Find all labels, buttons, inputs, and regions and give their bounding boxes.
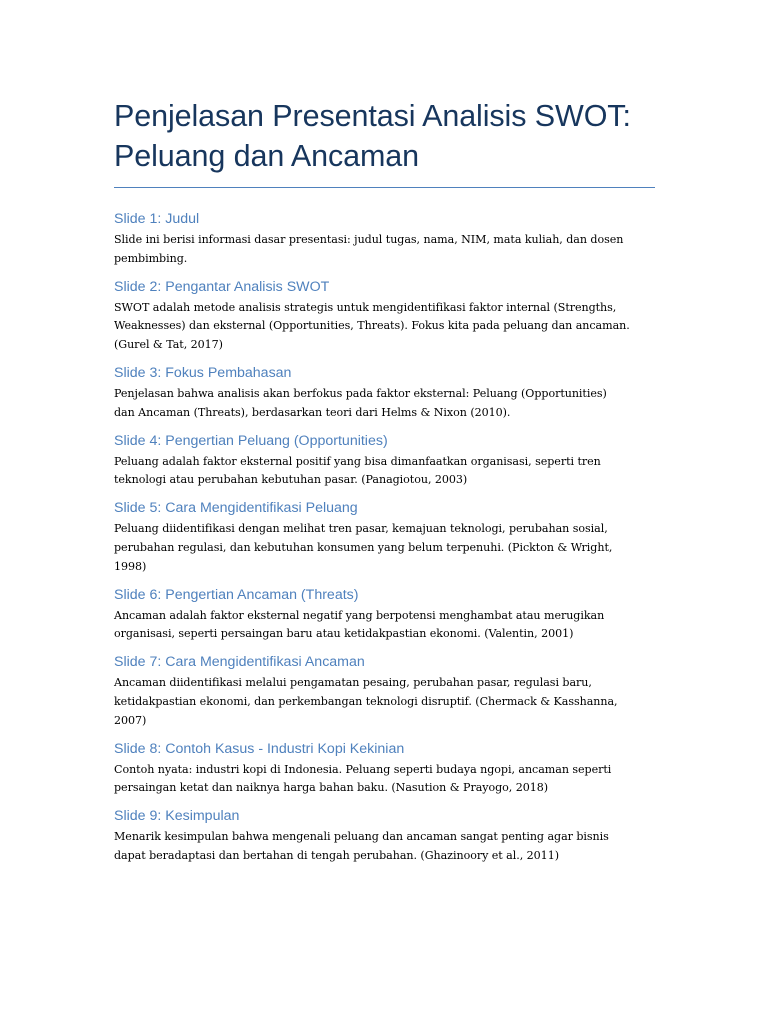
section-slide-7 (114, 652, 656, 730)
section-slide-4 (114, 431, 656, 491)
section-body (114, 828, 656, 866)
section-heading: Slide 2: Pengantar Analisis SWOT (114, 278, 330, 295)
body-line: dapat beradaptasi dan bertahan di tengah perubahan. (Ghazinoory et al., 2011) (114, 848, 559, 862)
section-body (114, 674, 656, 730)
section-slide-8 (114, 739, 656, 799)
body-line: persaingan ketat dan naiknya harga bahan baku. (Nasution & Prayogo, 2018) (114, 781, 549, 795)
body-line: pembimbing. (114, 251, 188, 265)
section-slide-1 (114, 209, 656, 269)
sections-list (114, 209, 656, 866)
section-heading: Slide 1: Judul (114, 211, 200, 227)
section-heading: Slide 7: Cara Mengidentifikasi Ancaman (114, 654, 365, 671)
body-line: dan Ancaman (Threats), berdasarkan teori dari Helms & Nixon (2010). (114, 405, 511, 419)
section-slide-5 (114, 498, 656, 576)
section-slide-9 (114, 806, 656, 866)
body-line: Peluang diidentifikasi dengan melihat tren pasar, kemajuan teknologi, perubahan sosial, (114, 522, 608, 536)
body-line: Contoh nyata: industri kopi di Indonesia. Peluang seperti budaya ngopi, ancaman seperti (114, 762, 612, 776)
section-heading: Slide 8: Contoh Kasus - Industri Kopi Kekinian (114, 740, 405, 757)
body-line: ketidakpastian ekonomi, dan perkembangan teknologi disruptif. (Chermack & Kasshanna, (114, 694, 618, 708)
section-body (114, 607, 656, 645)
body-line: organisasi, seperti persaingan baru atau ketidakpastian ekonomi. (Valentin, 2001) (114, 627, 574, 641)
section-body (114, 299, 656, 355)
body-line: Ancaman adalah faktor eksternal negatif yang berpotensi menghambat atau merugikan (114, 608, 605, 622)
section-heading: Slide 9: Kesimpulan (114, 808, 240, 825)
section-body (114, 231, 656, 269)
section-body (114, 520, 656, 576)
body-line: 1998) (114, 559, 147, 573)
title-line: Penjelasan Presentasi Analisis SWOT: (114, 99, 631, 133)
section-slide-6 (114, 585, 656, 645)
body-line: (Gurel & Tat, 2017) (114, 338, 223, 352)
body-line: 2007) (114, 713, 147, 727)
section-body (114, 761, 656, 799)
section-slide-2 (114, 277, 656, 355)
section-heading: Slide 3: Fokus Pembahasan (114, 364, 292, 381)
body-line: Ancaman diidentifikasi melalui pengamatan pesaing, perubahan pasar, regulasi baru, (114, 676, 592, 690)
body-line: Weaknesses) dan eksternal (Opportunities, Threats). Fokus kita pada peluang dan ancaman. (114, 319, 630, 333)
body-line: perubahan regulasi, dan kebutuhan konsumen yang belum terpenuhi. (Pickton & Wright, (114, 540, 613, 554)
document-page (114, 0, 656, 874)
section-heading: Slide 6: Pengertian Ancaman (Threats) (114, 586, 359, 603)
body-line: Slide ini berisi informasi dasar presentasi: judul tugas, nama, NIM, mata kuliah, dan dosen (114, 233, 624, 246)
document-title (114, 0, 656, 176)
title-line: Peluang dan Ancaman (114, 139, 420, 173)
body-line: teknologi atau perubahan kebutuhan pasar. (Panagiotou, 2003) (114, 473, 468, 487)
section-heading: Slide 4: Pengertian Peluang (Opportunities) (114, 432, 388, 449)
body-line: SWOT adalah metode analisis strategis untuk mengidentifikasi faktor internal (Strengths, (114, 300, 617, 314)
title-underline (114, 187, 655, 188)
section-heading: Slide 5: Cara Mengidentifikasi Peluang (114, 500, 358, 517)
section-body (114, 453, 656, 491)
body-line: Penjelasan bahwa analisis akan berfokus pada faktor eksternal: Peluang (Opportunities) (114, 386, 607, 400)
body-line: Menarik kesimpulan bahwa mengenali peluang dan ancaman sangat penting agar bisnis (114, 830, 609, 844)
body-line: Peluang adalah faktor eksternal positif yang bisa dimanfaatkan organisasi, seperti tren (114, 454, 601, 468)
section-body (114, 385, 656, 423)
section-slide-3 (114, 363, 656, 423)
